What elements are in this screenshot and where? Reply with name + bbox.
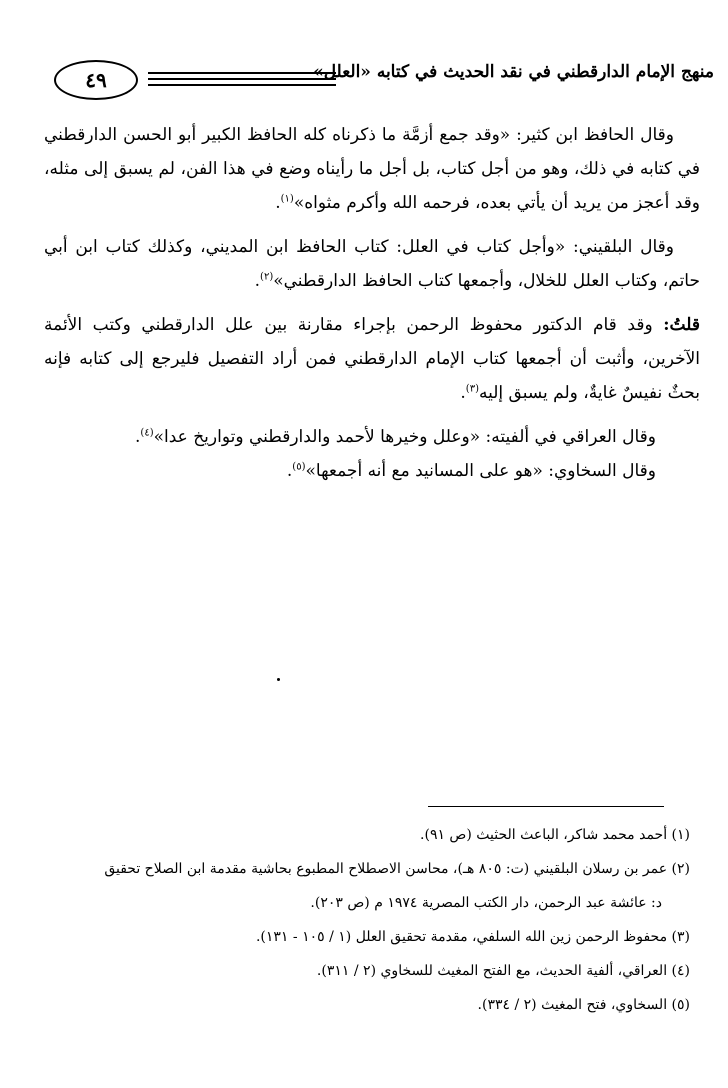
paragraph-text: وقد قام الدكتور محفوظ الرحمن بإجراء مقارنة بين علل الدارقطني وكتب الأئمة الآخرين، وأثبت أن أجمعها كتاب الإمام الدارقطني فمن أراد التفصيل فليرجع إلى كتابه فإنه بحثٌ نفيسٌ غايةٌ، ولم يسبق إليه xyxy=(44,315,700,403)
header-rule xyxy=(148,84,336,86)
header-rule xyxy=(148,72,336,74)
page-number: ٤٩ xyxy=(85,68,107,92)
footnote-separator xyxy=(428,806,664,807)
footnotes xyxy=(38,818,690,1022)
footnote-ref[interactable]: (٥) xyxy=(292,461,306,473)
paragraph-bulqini xyxy=(44,230,700,298)
header-rule xyxy=(148,78,336,80)
footnote-ref[interactable]: (١) xyxy=(280,193,294,205)
footnote-1: (١) أحمد محمد شاكر، الباعث الحثيث (ص ٩١). xyxy=(420,827,690,843)
paragraph-text: وقال الحافظ ابن كثير: «وقد جمع أزمَّة ما ذكرناه كله الحافظ الكبير أبو الحسن الدارقطني في كتابه في ذلك، وهو من أجل كتاب، بل أجل ما رأيناه وضع في هذا الفن، لم يسبق إلى مثله، وقد أعجز من يريد أن يأتي بعده، فرحمه الله وأكرم مثواه» xyxy=(44,125,700,213)
running-header-title: منهج الإمام الدارقطني في نقد الحديث في كتابه «العلل» xyxy=(313,62,714,82)
main-text xyxy=(44,118,700,488)
paragraph-text: وقال العراقي في ألفيته: «وعلل وخيرها لأحمد والدارقطني وتواريخ عدا» xyxy=(153,427,656,447)
paragraph-text: وقال السخاوي: «هو على المسانيد مع أنه أجمعها» xyxy=(305,461,656,481)
paragraph-period: . xyxy=(286,461,293,481)
paragraph-text: وقال البلقيني: «وأجل كتاب في العلل: كتاب الحافظ ابن المديني، وكذلك كتاب ابن أبي حاتم، وكتاب العلل للخلال، وأجمعها كتاب الحافظ الدارقطني» xyxy=(44,237,700,291)
paragraph-period: . xyxy=(135,427,141,447)
footnote-ref[interactable]: (٣) xyxy=(465,383,479,395)
paragraph-period: . xyxy=(275,193,281,213)
qultu-lead: قلتُ: xyxy=(663,315,700,335)
footnote-4: (٤) العراقي، ألفية الحديث، مع الفتح المغيث للسخاوي (٢ / ٣١١). xyxy=(316,963,690,979)
paragraph-author-note xyxy=(44,308,700,410)
paragraph-sakhawi xyxy=(44,454,700,488)
paragraph-period: . xyxy=(254,271,261,291)
footnote-5: (٥) السخاوي، فتح المغيث (٢ / ٣٣٤). xyxy=(477,997,690,1013)
footnote-3: (٣) محفوظ الرحمن زين الله السلفي، مقدمة تحقيق العلل (١ / ١٠٥ - ١٣١). xyxy=(255,929,690,945)
page-number-badge xyxy=(54,60,138,100)
paragraph-ibn-kathir xyxy=(44,118,700,220)
footnote-ref[interactable]: (٤) xyxy=(140,427,154,439)
paragraph-iraqi xyxy=(44,420,700,454)
footnote-ref[interactable]: (٢) xyxy=(260,271,274,283)
stray-dot xyxy=(277,678,280,681)
paragraph-period: . xyxy=(460,383,466,403)
footnote-2-continuation: د: عائشة عبد الرحمن، دار الكتب المصرية ١٩٧٤ م (ص ٢٠٣). xyxy=(310,895,662,911)
footnote-2: (٢) عمر بن رسلان البلقيني (ت: ٨٠٥ هـ)، محاسن الاصطلاح المطبوع بحاشية مقدمة ابن الصلاح تحقيق xyxy=(104,861,690,877)
